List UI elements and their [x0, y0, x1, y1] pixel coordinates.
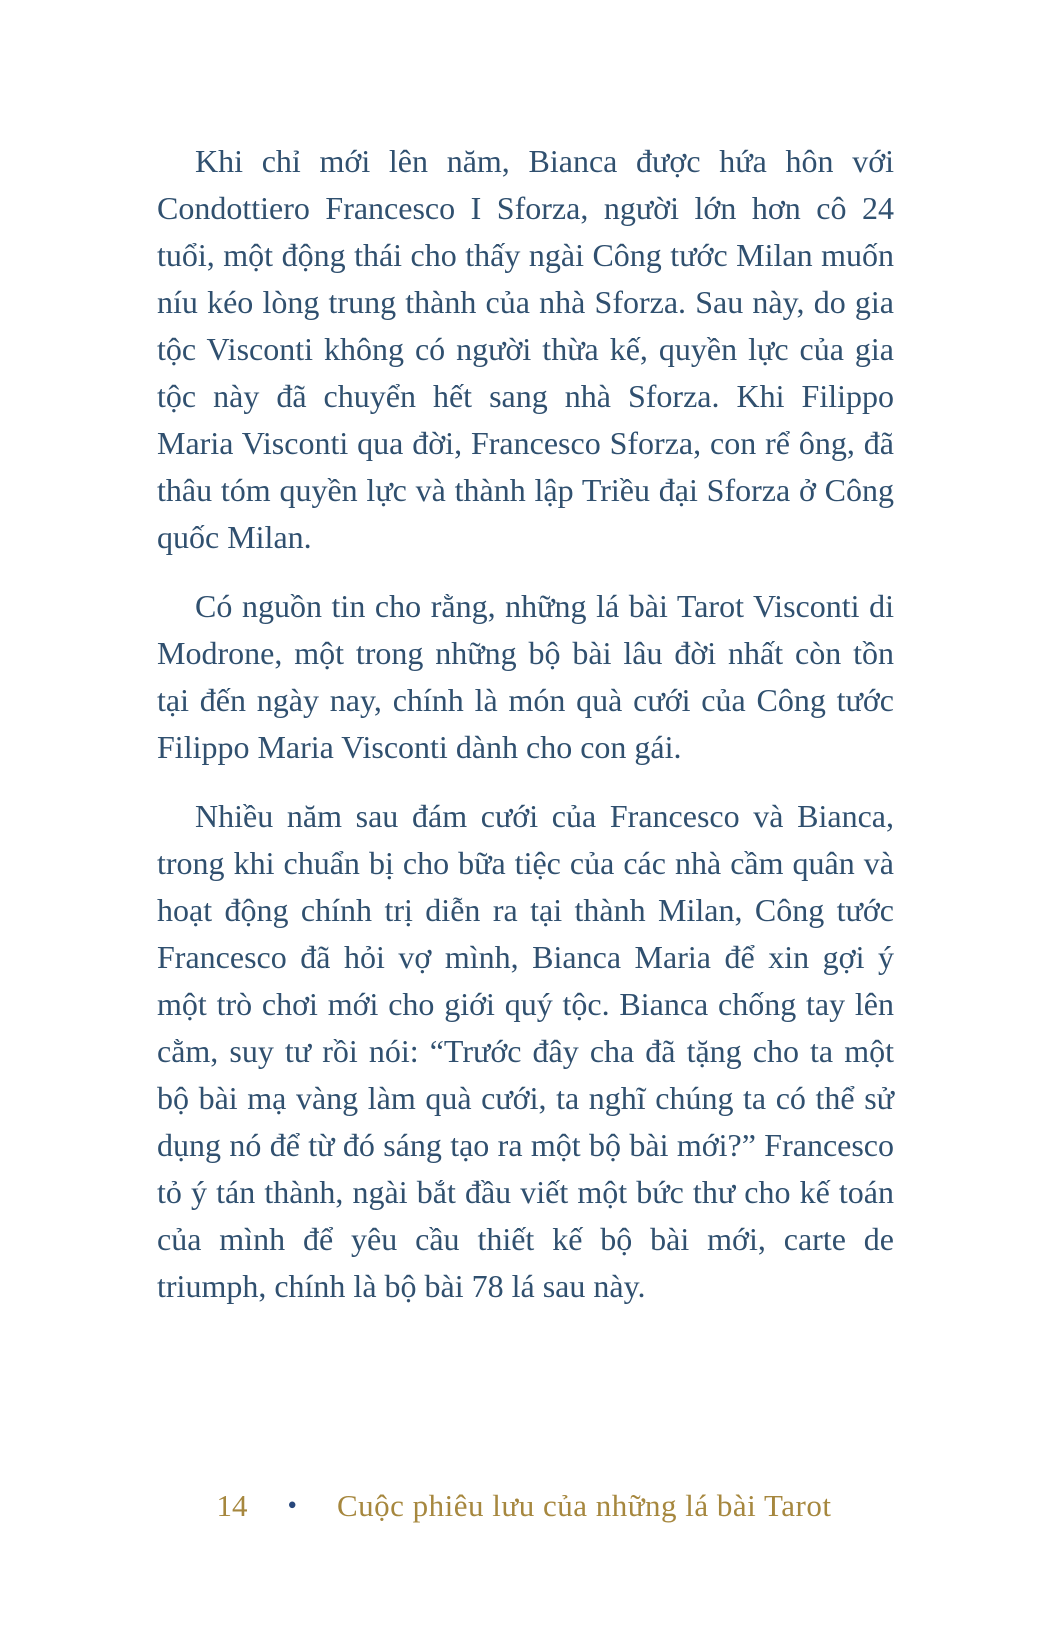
page-footer — [0, 1486, 1048, 1527]
book-title: Cuộc phiêu lưu của những lá bài Tarot — [337, 1488, 832, 1523]
body-paragraph: Có nguồn tin cho rằng, những lá bài Tarot Visconti di Modrone, một trong những bộ bài lâu đời nhất còn tồn tại đến ngày nay, chính là món quà cưới của Công tước Filippo Maria Visconti dành cho con gái. — [157, 588, 894, 765]
body-paragraph: Khi chỉ mới lên năm, Bianca được hứa hôn với Condottiero Francesco I Sforza, người lớn hơn cô 24 tuổi, một động thái cho thấy ngài Công tước Milan muốn níu kéo lòng trung thành của nhà Sforza. Sau này, do gia tộc Visconti không có người thừa kế, quyền lực của gia tộc này đã chuyển hết sang nhà Sforza. Khi Filippo Maria Visconti qua đời, Francesco Sforza, con rể ông, đã thâu tóm quyền lực và thành lập Triều đại Sforza ở Công quốc Milan. — [157, 143, 894, 555]
page-number: 14 — [216, 1488, 248, 1523]
bullet-separator-icon: • — [287, 1490, 297, 1520]
body-paragraph: Nhiều năm sau đám cưới của Francesco và Bianca, trong khi chuẩn bị cho bữa tiệc của các nhà cầm quân và hoạt động chính trị diễn ra tại thành Milan, Công tước Francesco đã hỏi vợ mình, Bianca Maria để xin gợi ý một trò chơi mới cho giới quý tộc. Bianca chống tay lên cằm, suy tư rồi nói: “Trước đây cha đã tặng cho ta một bộ bài mạ vàng làm quà cưới, ta nghĩ chúng ta có thể sử dụng nó để từ đó sáng tạo ra một bộ bài mới?” Francesco tỏ ý tán thành, ngài bắt đầu viết một bức thư cho kế toán của mình để yêu cầu thiết kế bộ bài mới, carte de triumph, chính là bộ bài 78 lá sau này. — [157, 798, 894, 1304]
page-body-text — [157, 138, 894, 1310]
